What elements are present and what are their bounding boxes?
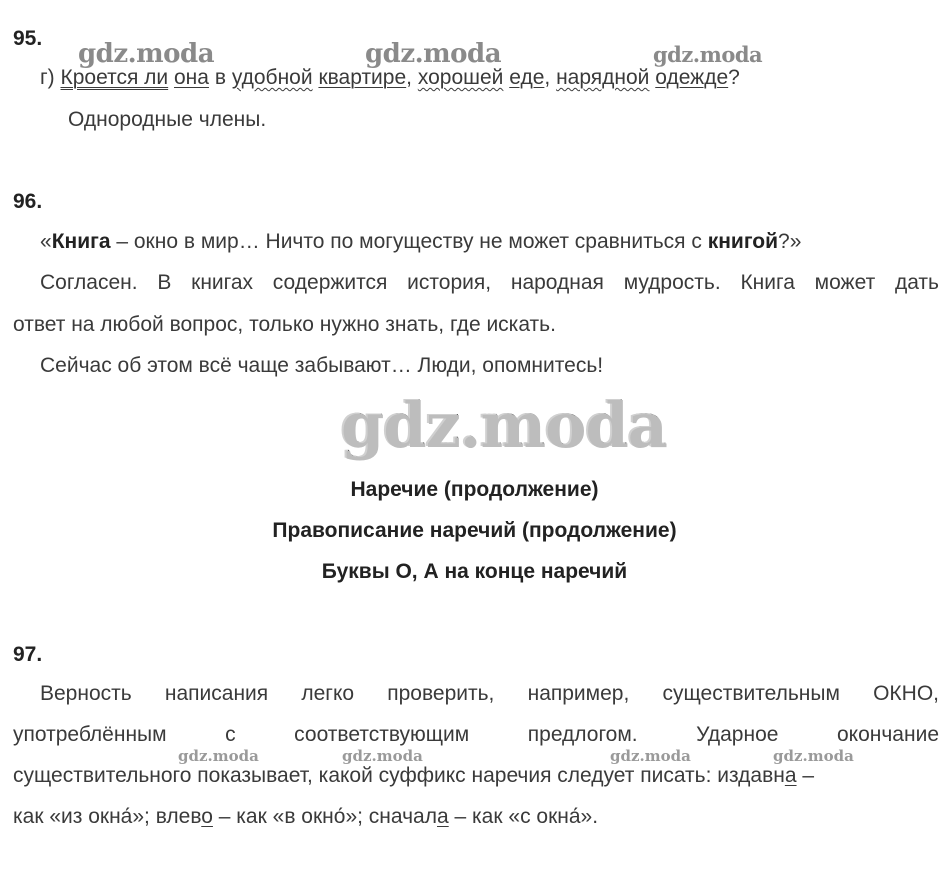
section-title-3: Буквы О, А на конце наречий — [321, 560, 628, 583]
quote-close: ?» — [778, 230, 802, 253]
adjective-word-2: хорошей — [417, 66, 504, 89]
watermark-5: gdz.moda — [342, 747, 423, 765]
exercise-97-line-4 — [13, 804, 598, 830]
underlined-ending-1: а — [784, 764, 797, 787]
exercise-number-97: 97. — [13, 643, 43, 666]
noun-word-3: одежде — [655, 66, 729, 89]
line-3-dash: – — [796, 764, 815, 787]
question-mark: ? — [728, 66, 740, 89]
exercise-number-96: 96. — [13, 190, 43, 213]
noun-word-2: еде — [509, 66, 545, 89]
section-title-2: Правописание наречий (продолжение) — [272, 519, 677, 542]
preposition-word: в — [214, 66, 226, 89]
comma-2: , — [544, 66, 557, 89]
watermark-1: gdz.moda — [78, 39, 215, 69]
underlined-ending-3: а — [437, 805, 449, 828]
noun-word-1: квартире — [318, 66, 407, 89]
exercise-97-line-3 — [13, 763, 814, 789]
watermark-logo: gdz.moda — [340, 388, 666, 461]
exercise-95-sentence — [40, 65, 740, 91]
line-3-text: существительного показывает, какой суффикс наречия следует писать: издавн — [13, 764, 785, 787]
sentence-prefix: г) — [40, 66, 61, 89]
quote-bold-word-2: книгой — [707, 230, 779, 253]
line-4-text-c: – как «с окна́». — [448, 805, 599, 828]
exercise-96-quote — [40, 229, 801, 255]
quote-bold-word-1: Книга — [51, 230, 111, 253]
exercise-number-95: 95. — [13, 27, 43, 50]
quote-middle: – окно в мир… Ничто по могуществу не может сравниться с — [110, 230, 708, 253]
watermark-2: gdz.moda — [365, 39, 502, 69]
exercise-96-paragraph-line-1: Согласен. В книгах содержится история, народная мудрость. Книга может дать — [40, 271, 939, 294]
adjective-word-1: удобной — [231, 66, 313, 89]
adjective-word-3: нарядной — [556, 66, 650, 89]
subject-word: она — [174, 66, 209, 89]
exercise-96-paragraph-line-2: ответ на любой вопрос, только нужно знать, где искать. — [13, 313, 556, 336]
quote-open: « — [40, 230, 52, 253]
watermark-4: gdz.moda — [178, 747, 259, 765]
section-title-1: Наречие (продолжение) — [350, 478, 599, 501]
exercise-97-line-2: употреблённым с соответствующим предлогом. Ударное окончание — [13, 723, 939, 746]
watermark-6: gdz.moda — [610, 747, 691, 765]
line-4-text-a: как «из окна́»; влев — [13, 805, 202, 828]
exercise-95-note: Однородные члены. — [68, 108, 267, 131]
watermark-3: gdz.moda — [653, 42, 763, 67]
exercise-97-line-1: Верность написания легко проверить, например, существительным ОКНО, — [40, 682, 939, 705]
underlined-ending-2: о — [201, 805, 213, 828]
comma-1: , — [406, 66, 418, 89]
line-4-text-b: – как «в окно́»; сначал — [212, 805, 437, 828]
predicate-word: Кроется ли — [60, 66, 169, 89]
exercise-96-paragraph-3: Сейчас об этом всё чаще забывают… Люди, опомнитесь! — [40, 354, 604, 377]
watermark-7: gdz.moda — [773, 747, 854, 765]
